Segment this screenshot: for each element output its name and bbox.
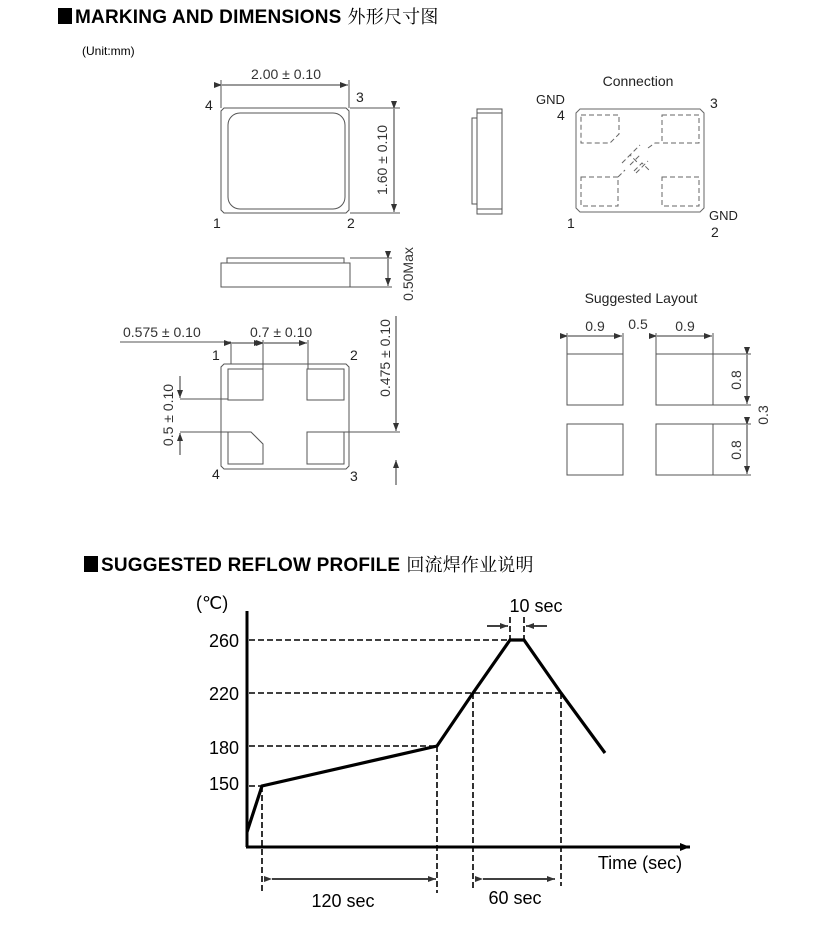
profile-line [247, 640, 605, 832]
bottom-pin-3: 3 [350, 468, 358, 484]
side-height-dim: 0.50Max [400, 247, 416, 301]
y-tick-180: 180 [208, 738, 239, 758]
bottom-pin-1: 1 [212, 347, 220, 363]
top-pin-1: 1 [213, 215, 221, 231]
y-tick-220: 220 [208, 684, 239, 704]
connection-pin4: 4 [557, 107, 565, 123]
connection-pin2: 2 [711, 224, 719, 240]
connection-pin1: 1 [567, 215, 575, 231]
connection-diagram [576, 109, 704, 212]
connection-pin3: 3 [710, 95, 718, 111]
y-tick-150: 150 [208, 774, 239, 794]
bottom-pin-2: 2 [350, 347, 358, 363]
above-220-duration-label: 60 sec [488, 888, 542, 908]
bottom-pad-width-dim: 0.7 ± 0.10 [250, 324, 313, 340]
layout-gap: 0.5 [628, 316, 648, 332]
reflow-title-text: SUGGESTED REFLOW PROFILE [101, 555, 401, 576]
unit-label: (Unit:mm) [82, 44, 135, 58]
connection-pin2-gnd: GND [709, 208, 738, 223]
reflow-title-cn: 回流焊作业说明 [406, 555, 534, 576]
top-width-dim: 2.00 ± 0.10 [251, 66, 321, 82]
side-view-narrow [472, 109, 502, 214]
marking-title-cn: 外形尺寸图 [347, 7, 439, 28]
top-pin-4: 4 [205, 97, 213, 113]
y-tick-260: 260 [208, 631, 239, 651]
connection-pin4-gnd: GND [536, 92, 565, 107]
peak-duration-label: 10 sec [509, 596, 563, 616]
layout-pad-width-1: 0.9 [585, 318, 605, 334]
top-height-dim: 1.60 ± 0.10 [374, 125, 390, 195]
layout-pad-width-2: 0.9 [675, 318, 695, 334]
bottom-pad-height-dim: 0.5 ± 0.10 [160, 383, 176, 447]
bottom-pin-4: 4 [212, 466, 220, 482]
layout-pad-height-2: 0.8 [728, 440, 744, 460]
bottom-pad-vertical-dim: 0.475 ± 0.10 [377, 319, 393, 397]
preheat-duration-label: 120 sec [311, 891, 375, 911]
marking-title-text: MARKING AND DIMENSIONS [75, 7, 342, 28]
x-axis-label: Time (sec) [597, 853, 683, 873]
top-pin-3: 3 [356, 89, 364, 105]
top-pin-2: 2 [347, 215, 355, 231]
reflow-chart [246, 611, 690, 893]
layout-gap-vertical: 0.3 [755, 405, 771, 425]
layout-title: Suggested Layout [584, 290, 698, 306]
suggested-layout [567, 333, 751, 475]
y-axis-unit: (℃) [196, 593, 229, 613]
side-view-wide [221, 258, 392, 287]
connection-title: Connection [602, 73, 674, 89]
bottom-pad-offset-dim: 0.575 ± 0.10 [123, 324, 201, 340]
layout-pad-height-1: 0.8 [728, 370, 744, 390]
